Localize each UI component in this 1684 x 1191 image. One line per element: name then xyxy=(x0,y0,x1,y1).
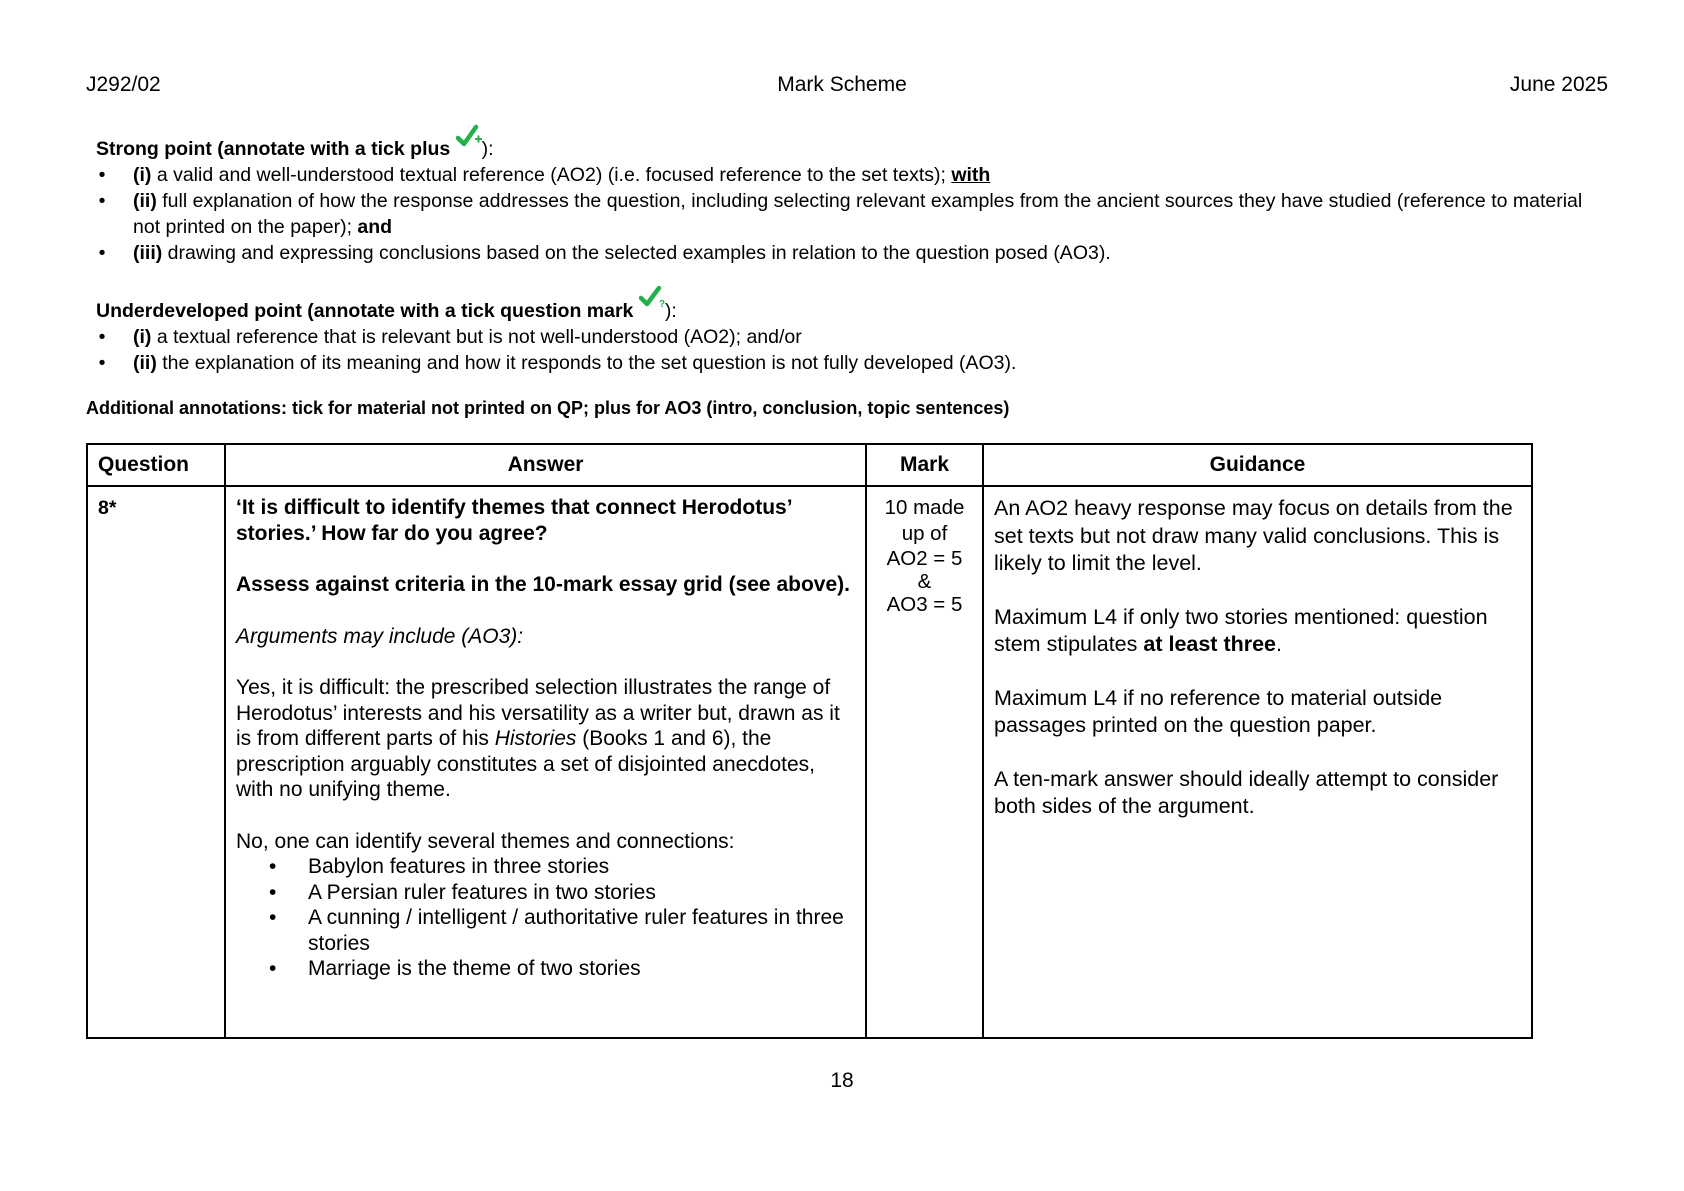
question-number: 8* xyxy=(87,486,225,1038)
question-prompt: ‘It is difficult to identify themes that connect Herodotus’ stories.’ How far do you agree? xyxy=(236,496,792,545)
underdeveloped-point-item: • (ii) the explanation of its meaning and how it responds to the set question is not fully developed (AO3). xyxy=(98,352,1017,374)
strong-point-title: Strong point (annotate with a tick plus ): xyxy=(96,134,1583,162)
strong-point-item: • (ii) full explanation of how the response addresses the question, including selecting relevant examples from the ancient sources they have studied (reference to material not printed on the paper); and xyxy=(98,190,1583,238)
assessment-instruction: Assess against criteria in the 10-mark essay grid (see above). xyxy=(236,573,850,596)
mark-scheme-table xyxy=(86,443,1533,1039)
additional-annotations: Additional annotations: tick for material not printed on QP; plus for AO3 (intro, conclusion, topic sentences) xyxy=(86,398,1010,418)
list-item: • Marriage is the theme of two stories xyxy=(269,957,641,980)
underdeveloped-point-title: Underdeveloped point (annotate with a tick question mark ? ): xyxy=(96,296,1016,324)
exam-date: June 2025 xyxy=(1509,73,1608,96)
answer-cell xyxy=(225,486,866,1038)
table-row xyxy=(87,486,1532,1038)
themes-list xyxy=(236,854,855,982)
column-header-guidance: Guidance xyxy=(983,444,1532,486)
column-header-mark: Mark xyxy=(866,444,983,486)
table-header-row xyxy=(87,444,1532,486)
paper-code: J292/02 xyxy=(86,73,161,96)
strong-point-item: • (i) a valid and well-understood textual reference (AO2) (i.e. focused reference to the set texts); with xyxy=(98,164,991,186)
underdeveloped-point-section xyxy=(96,296,1016,376)
mark-cell: 10 made up of AO2 = 5 & AO3 = 5 xyxy=(866,486,983,1038)
strong-point-section xyxy=(96,134,1583,266)
strong-point-item: • (iii) drawing and expressing conclusions based on the selected examples in relation to the question posed (AO3). xyxy=(98,242,1111,264)
list-item: • A Persian ruler features in two stories xyxy=(269,880,656,904)
guidance-paragraph: A ten-mark answer should ideally attempt to consider both sides of the argument. xyxy=(994,766,1499,818)
guidance-paragraph: Maximum L4 if no reference to material outside passages printed on the question paper. xyxy=(994,685,1443,737)
guidance-paragraph: Maximum L4 if only two stories mentioned: question stem stipulates at least three. xyxy=(994,604,1488,656)
document-title: Mark Scheme xyxy=(777,73,907,96)
arguments-intro: Arguments may include (AO3): xyxy=(236,624,524,648)
guidance-cell xyxy=(983,486,1532,1038)
svg-text:?: ? xyxy=(658,299,665,310)
tick-question-icon xyxy=(639,296,665,318)
underdeveloped-point-item: • (i) a textual reference that is relevant but is not well-understood (AO2); and/or xyxy=(98,326,802,348)
no-argument-intro: No, one can identify several themes and connections: xyxy=(236,829,735,853)
list-item: • Babylon features in three stories xyxy=(269,855,610,878)
list-item: • A cunning / intelligent / authoritative ruler features in three stories xyxy=(269,906,844,955)
column-header-question: Question xyxy=(87,444,225,486)
column-header-answer: Answer xyxy=(225,444,866,486)
tick-plus-icon xyxy=(456,134,482,156)
guidance-paragraph: An AO2 heavy response may focus on details from the set texts but not draw many valid conclusions. This is likely to limit the level. xyxy=(994,496,1513,575)
yes-argument: Yes, it is difficult: the prescribed selection illustrates the range of Herodotus’ interests and his versatility as a writer but, drawn as it is from different parts of his Histories (Books 1 and 6), the prescription arguably constitutes a set of disjointed anecdotes, with no unifying theme. xyxy=(236,676,840,801)
page-number: 18 xyxy=(830,1069,854,1092)
